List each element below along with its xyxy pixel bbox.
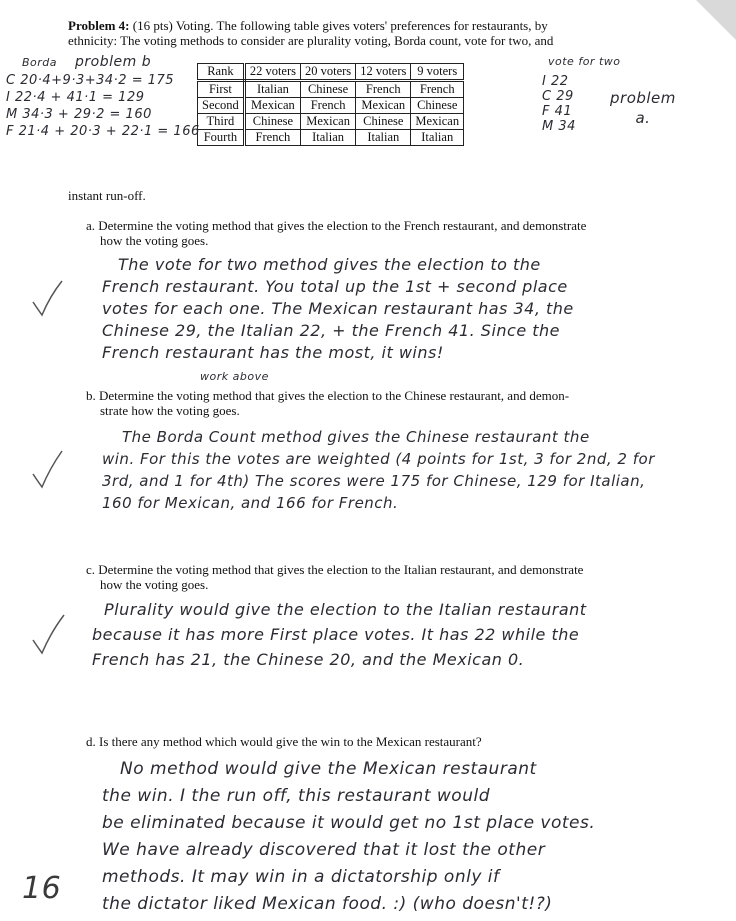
- borda-title: Borda: [22, 56, 58, 69]
- answer-line: 160 for Mexican, and 166 for French.: [102, 494, 399, 512]
- answer-d: [102, 756, 595, 918]
- table-row: [198, 81, 464, 98]
- borda-problem-ref: problem b: [75, 54, 152, 70]
- answer-line: win. For this the votes are weighted (4 points for 1st, 3 for 2nd, 2 for: [102, 450, 655, 468]
- table-row: [198, 98, 464, 114]
- table-cell: Fourth: [198, 130, 245, 146]
- table-cell: Italian: [411, 130, 464, 146]
- borda-line: C 20·4+9·3+34·2 = 175: [6, 73, 175, 88]
- table-cell: Mexican: [411, 114, 464, 130]
- table-header-cell: Rank: [198, 64, 245, 81]
- answer-b: [102, 426, 655, 514]
- borda-margin-title: [22, 55, 151, 70]
- answer-line: French has 21, the Chinese 20, and the Mexican 0.: [92, 650, 525, 669]
- table-cell: Chinese: [411, 98, 464, 114]
- table-cell: Italian: [301, 130, 356, 146]
- table-cell: French: [244, 130, 300, 146]
- table-header-cell: 20 voters: [301, 64, 356, 81]
- checkmark-icon: [30, 448, 64, 490]
- table-cell: Italian: [356, 130, 411, 146]
- problem-intro: [68, 18, 553, 48]
- vote-for-two-work: [542, 74, 576, 134]
- borda-line: I 22·4 + 41·1 = 129: [6, 90, 145, 105]
- question-c-line2: how the voting goes.: [100, 577, 209, 592]
- vote-for-two-title: vote for two: [548, 55, 621, 68]
- table-cell: Mexican: [356, 98, 411, 114]
- answer-line: French restaurant has the most, it wins!: [102, 343, 444, 362]
- problem-a-note: [610, 88, 676, 128]
- answer-line: because it has more First place votes. It has 22 while the: [92, 625, 580, 644]
- answer-line: methods. It may win in a dictatorship only if: [102, 867, 500, 887]
- answer-line: the dictator liked Mexican food. :) (who doesn't!?): [102, 894, 553, 914]
- question-c: [86, 562, 583, 592]
- table-cell: Italian: [244, 81, 300, 98]
- table-cell: French: [356, 81, 411, 98]
- table-header-cell: 9 voters: [411, 64, 464, 81]
- table-header-cell: 12 voters: [356, 64, 411, 81]
- table-cell: Third: [198, 114, 245, 130]
- question-b-line1: b. Determine the voting method that gives the election to the Chinese restaurant, and demon-: [86, 388, 570, 403]
- vote-for-two-line: F 41: [542, 104, 573, 119]
- work-above-note: work above: [200, 370, 269, 383]
- answer-line: The vote for two method gives the election to the: [118, 255, 541, 274]
- question-a-line1: a. Determine the voting method that gives the election to the French restaurant, and demonstrate: [86, 218, 587, 233]
- answer-line: votes for each one. The Mexican restaurant has 34, the: [102, 299, 574, 318]
- vote-for-two-line: I 22: [542, 74, 569, 89]
- borda-line: F 21·4 + 20·3 + 22·1 = 166: [6, 124, 200, 139]
- answer-line: No method would give the Mexican restaurant: [120, 759, 537, 779]
- table-cell: Chinese: [356, 114, 411, 130]
- problem-intro-line2: ethnicity: The voting methods to consider are plurality voting, Borda count, vote for two, and: [68, 33, 554, 48]
- table-cell: Chinese: [301, 81, 356, 98]
- problem-label: Problem 4:: [68, 18, 130, 33]
- problem-intro-line3: instant run-off.: [68, 188, 146, 203]
- borda-work: [6, 72, 200, 140]
- table-cell: Second: [198, 98, 245, 114]
- answer-line: 3rd, and 1 for 4th) The scores were 175 for Chinese, 129 for Italian,: [102, 472, 646, 490]
- question-b-line2: strate how the voting goes.: [100, 403, 240, 418]
- question-d: d. Is there any method which would give the win to the Mexican restaurant?: [86, 734, 482, 749]
- question-a-line2: how the voting goes.: [100, 233, 209, 248]
- borda-line: M 34·3 + 29·2 = 160: [6, 107, 152, 122]
- preferences-table: [197, 63, 464, 146]
- score: 16: [22, 871, 62, 906]
- answer-line: Chinese 29, the Italian 22, + the French 41. Since the: [102, 321, 561, 340]
- answer-line: the win. I the run off, this restaurant would: [102, 786, 490, 806]
- vote-for-two-line: C 29: [542, 89, 574, 104]
- vote-for-two-line: M 34: [542, 119, 576, 134]
- answer-line: The Borda Count method gives the Chinese restaurant the: [122, 428, 590, 446]
- answer-a: [102, 254, 574, 364]
- problem-a-note-line1: problem: [610, 89, 676, 107]
- page-corner: [696, 0, 736, 40]
- question-b: [86, 388, 569, 418]
- answer-line: be eliminated because it would get no 1st place votes.: [102, 813, 596, 833]
- problem-a-note-line2: a.: [635, 109, 651, 127]
- table-header-row: [198, 64, 464, 81]
- answer-line: Plurality would give the election to the Italian restaurant: [104, 600, 587, 619]
- table-cell: First: [198, 81, 245, 98]
- table-cell: Mexican: [301, 114, 356, 130]
- problem-intro-line1: (16 pts) Voting. The following table gives voters' preferences for restaurants, by: [132, 18, 548, 33]
- table-cell: Mexican: [244, 98, 300, 114]
- question-a: [86, 218, 586, 248]
- table-row: [198, 114, 464, 130]
- checkmark-icon: [30, 278, 64, 318]
- answer-line: French restaurant. You total up the 1st + second place: [102, 277, 568, 296]
- table-cell: French: [411, 81, 464, 98]
- table-row: [198, 130, 464, 146]
- table-header-cell: 22 voters: [244, 64, 300, 81]
- answer-line: We have already discovered that it lost the other: [102, 840, 546, 860]
- checkmark-icon: [30, 612, 66, 656]
- answer-c: [92, 597, 587, 672]
- table-cell: Chinese: [244, 114, 300, 130]
- table-cell: French: [301, 98, 356, 114]
- question-c-line1: c. Determine the voting method that gives the election to the Italian restaurant, and demonstrate: [86, 562, 584, 577]
